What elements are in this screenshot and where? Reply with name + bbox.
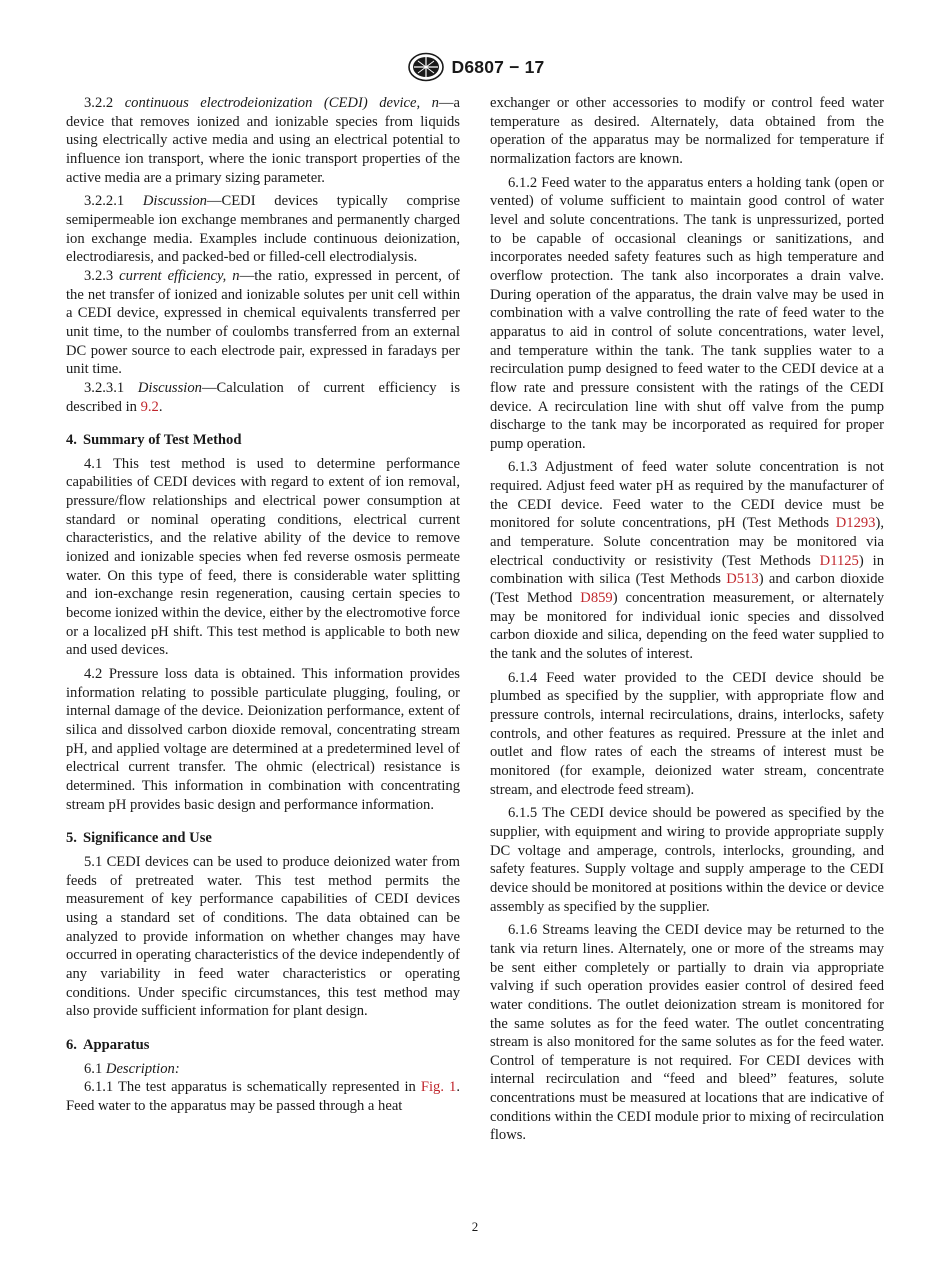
para-5-1: 5.1 CEDI devices can be used to produce deionized water from feeds of pretreated water. This test method permits the measurement of key performance capabilities of CEDI devices using a standard set of conditions. The data obtained can be analyzed to provide information on whether changes may have occurred in operating characteristics of the device independently of any variability in feed water characteristics or operating conditions. Under specific circumstances, this test method may also provide sufficient information for plant design. (66, 853, 460, 1020)
para-4-2: 4.2 Pressure loss data is obtained. This information provides information relating to possible particulate plugging, fouling, or internal damage of the device. Deionization performance, extent of silica and dissolved carbon dioxide removal, concentrating stream pH, and applied voltage are determined at a predetermined level of electrical current transfer. The ohmic (electrical) resistance is determined. This information in combination with concentrating stream pH provides basic design and performance information. (66, 666, 460, 813)
para-6-1-1: 6.1.1 The test apparatus is schematically represented in Fig. 1. Feed water to the apparatus may be passed through a heat (66, 1079, 460, 1114)
astm-logo-icon (406, 52, 446, 82)
para-6-1-1-continued: exchanger or other accessories to modify or control feed water temperature as desired. Alternately, data obtained from the operation of the apparatus may be normalized for temperature if normalization factors are known. (490, 95, 884, 167)
term-cedi-device: continuous electrodeionization (CEDI) device, n (124, 95, 439, 111)
page-header (0, 52, 950, 82)
section-5-heading: 5. Significance and Use (66, 830, 212, 847)
section-4-heading: 4. Summary of Test Method (66, 432, 242, 449)
para-6-1-6: 6.1.6 Streams leaving the CEDI device may be returned to the tank via return lines. Alternately, one or more of the streams may be sent either completely or partially to drain via appropriate valving if such operation provides easier control of desired feed water conditions. The outlet deionization stream is monitored for the same solutes as for the feed water. The outlet concentrating stream is also monitored for the same solutes as for the feed water. Control of temperature is not required. For CEDI devices with internal recirculation and “feed and bleed” features, solute concentrations must be measured at locations that are indicative of conditions within the CEDI module prior to mixing of recirculation flows. (490, 922, 884, 1144)
link-section-9-2[interactable]: 9.2 (140, 398, 159, 415)
standard-designation: D6807 − 17 (451, 56, 545, 77)
para-6-1-4: 6.1.4 Feed water provided to the CEDI device should be plumbed as specified by the supplier, with appropriate flow and pressure controls, internal recirculations, drains, interlocks, safety controls, and other features as required. Pressure at the inlet and outlet and flow rates of each the streams of interest must be monitored (for example, deionized water stream, concentrate stream, and electrode feed stream). (490, 669, 884, 798)
left-column (66, 94, 460, 1115)
link-d513[interactable]: D513 (726, 571, 759, 588)
section-6-heading: 6. Apparatus (66, 1036, 150, 1053)
para-3-2-2-1: 3.2.2.1 Discussion—CEDI devices typically comprise semipermeable ion exchange membranes and permanently charged ion exchange media. Examples include continuous deionization, electrodiaresis, and packed-bed or filled-cell electrodialysis. (66, 193, 461, 266)
link-d1125[interactable]: D1125 (819, 552, 859, 569)
para-6-1: 6.1 Description: (84, 1060, 180, 1077)
para-3-2-3-1: 3.2.3.1 Discussion—Calculation of current efficiency is described in 9.2. (66, 379, 460, 415)
para-6-1-5: 6.1.5 The CEDI device should be powered as specified by the supplier, with equipment and wiring to provide appropriate supply DC voltage and amperage, controls, interlocks, grounding, and safety features. Supply voltage and supply amperage to the CEDI device should be monitored at positions within the device or device assembly as specified by the supplier. (490, 805, 884, 915)
right-column (490, 94, 884, 1145)
para-3-2-2: 3.2.2 continuous electrodeionization (CEDI) device, n—a device that removes ionized and ionizable species from liquids using electrically active media and using an electrical potential to influence ion transport, where the ionic transport properties of the active media are a primary sizing parameter. (66, 95, 460, 186)
page-number: 2 (471, 1219, 479, 1234)
para-6-1-2: 6.1.2 Feed water to the apparatus enters a holding tank (open or vented) of volume sufficient to maintain good control of water level and solute concentrations. The tank is unpressurized, ported to be capable of occasional cleanings or sanitizations, and incorporates needed safety features such as high temperature and overflow protection. The tank also incorporates a drain valve. During operation of the apparatus, the drain valve may be used in combination with a valve controlling the rate of feed water to the apparatus to aid in control of solute concentrations, water level, and temperature within the tank. The tank supplies water to a recirculation pump designed to feed water to the CEDI device at a flow rate and pressure consistent with the ratings of the CEDI device. A recirculation line with shut off valve from the pump discharge to the tank may be incorporated as required for proper pump operation. (490, 174, 884, 452)
term-current-efficiency: current efficiency, n (119, 267, 240, 284)
link-figure-1[interactable]: Fig. 1 (420, 1079, 457, 1096)
para-3-2-3: 3.2.3 current efficiency, n—the ratio, expressed in percent, of the net transfer of ionized and ionizable solutes per unit cell within a CEDI device, expressed in chemical equivalents transferred per unit time, to the number of coulombs transferred from an external DC power source to each electrode pair, expressed in faradays per unit time. (66, 267, 460, 378)
para-6-1-3: 6.1.3 Adjustment of feed water solute concentration is not required. Adjust feed water pH as required by the manufacturer of the CEDI device. Feed water to the CEDI device must be monitored for solute concentrations, pH (Test Methods D1293), and temperature. Solute concentration may be monitored via electrical conductivity or resistivity (Test Methods D1125) in combination with silica (Test Methods D513) and carbon dioxide (Test Method D859) concentration measurement, or alternately may be monitored for individual ionic species and dissolved carbon dioxide and silica, depending on the feed water supplied to the tank and the solutes of interest. (490, 459, 885, 663)
link-d859[interactable]: D859 (580, 590, 613, 607)
link-d1293[interactable]: D1293 (835, 515, 876, 532)
para-4-1: 4.1 This test method is used to determine performance capabilities of CEDI devices with regard to extent of ion removal, pressure/flow relationships and electrical power consumption at standard or nominal operating conditions, electrical current characteristics, and the relative ability of the device to remove ionized and ionizable species when fed reverse osmosis permeate water. On this type of feed, there is considerable water splitting and ion-exchange resin regeneration, causing certain species to become ionized within the device, either by the electromotive force or a localized pH shift. This test method is applicable to both new and used devices. (66, 455, 460, 659)
